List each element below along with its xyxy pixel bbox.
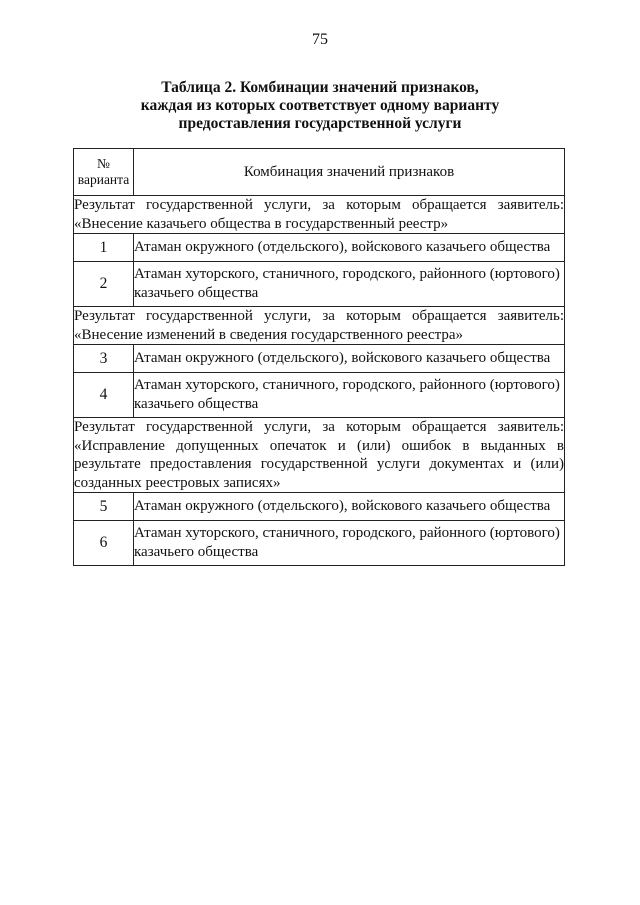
table-row: [74, 493, 565, 521]
title-line: предоставления государственной услуги: [178, 115, 462, 132]
section-result-text: Результат государственной услуги, за которым обращается заявитель: «Внесение казачьего общества в государственный реестр»: [74, 197, 564, 232]
header-variant-label: варианта: [77, 172, 130, 187]
section-row: [74, 418, 565, 493]
header-combination: Комбинация значений признаков: [134, 149, 565, 196]
table-header-row: [74, 149, 565, 196]
section-row: [74, 196, 565, 234]
section-result-text: Результат государственной услуги, за которым обращается заявитель: «Внесение изменений в сведения государственного реестра»: [74, 308, 564, 343]
table-row: [74, 262, 565, 307]
section-row: [74, 307, 565, 345]
variant-number: 4: [74, 373, 134, 418]
table-row: [74, 521, 565, 566]
header-number-sign: №: [97, 156, 110, 171]
variant-combination: Атаман хуторского, станичного, городского, районного (юртового) казачьего общества: [134, 262, 565, 307]
variant-number: 3: [74, 345, 134, 373]
table-row: [74, 345, 565, 373]
title-line: Таблица 2. Комбинации значений признаков,: [161, 79, 479, 96]
variant-combination: Атаман окружного (отдельского), войскового казачьего общества: [134, 493, 565, 521]
table-title: [80, 79, 560, 133]
variant-number: 5: [74, 493, 134, 521]
header-variant-number: [74, 149, 134, 196]
variant-number: 1: [74, 234, 134, 262]
table-row: [74, 234, 565, 262]
table-row: [74, 373, 565, 418]
variant-number: 2: [74, 262, 134, 307]
variant-combination: Атаман окружного (отдельского), войскового казачьего общества: [134, 234, 565, 262]
variants-table: [73, 148, 565, 566]
section-result-text: Результат государственной услуги, за которым обращается заявитель: «Исправление допущенных опечаток и (или) ошибок в выданных в результате предоставления государственной услуги документах и (или) созданных реестровых записях»: [74, 419, 564, 491]
variant-combination: Атаман окружного (отдельского), войскового казачьего общества: [134, 345, 565, 373]
variant-combination: Атаман хуторского, станичного, городского, районного (юртового) казачьего общества: [134, 521, 565, 566]
variant-number: 6: [74, 521, 134, 566]
title-line: каждая из которых соответствует одному варианту: [140, 97, 500, 114]
page-number: 75: [312, 31, 328, 48]
variant-combination: Атаман хуторского, станичного, городского, районного (юртового) казачьего общества: [134, 373, 565, 418]
